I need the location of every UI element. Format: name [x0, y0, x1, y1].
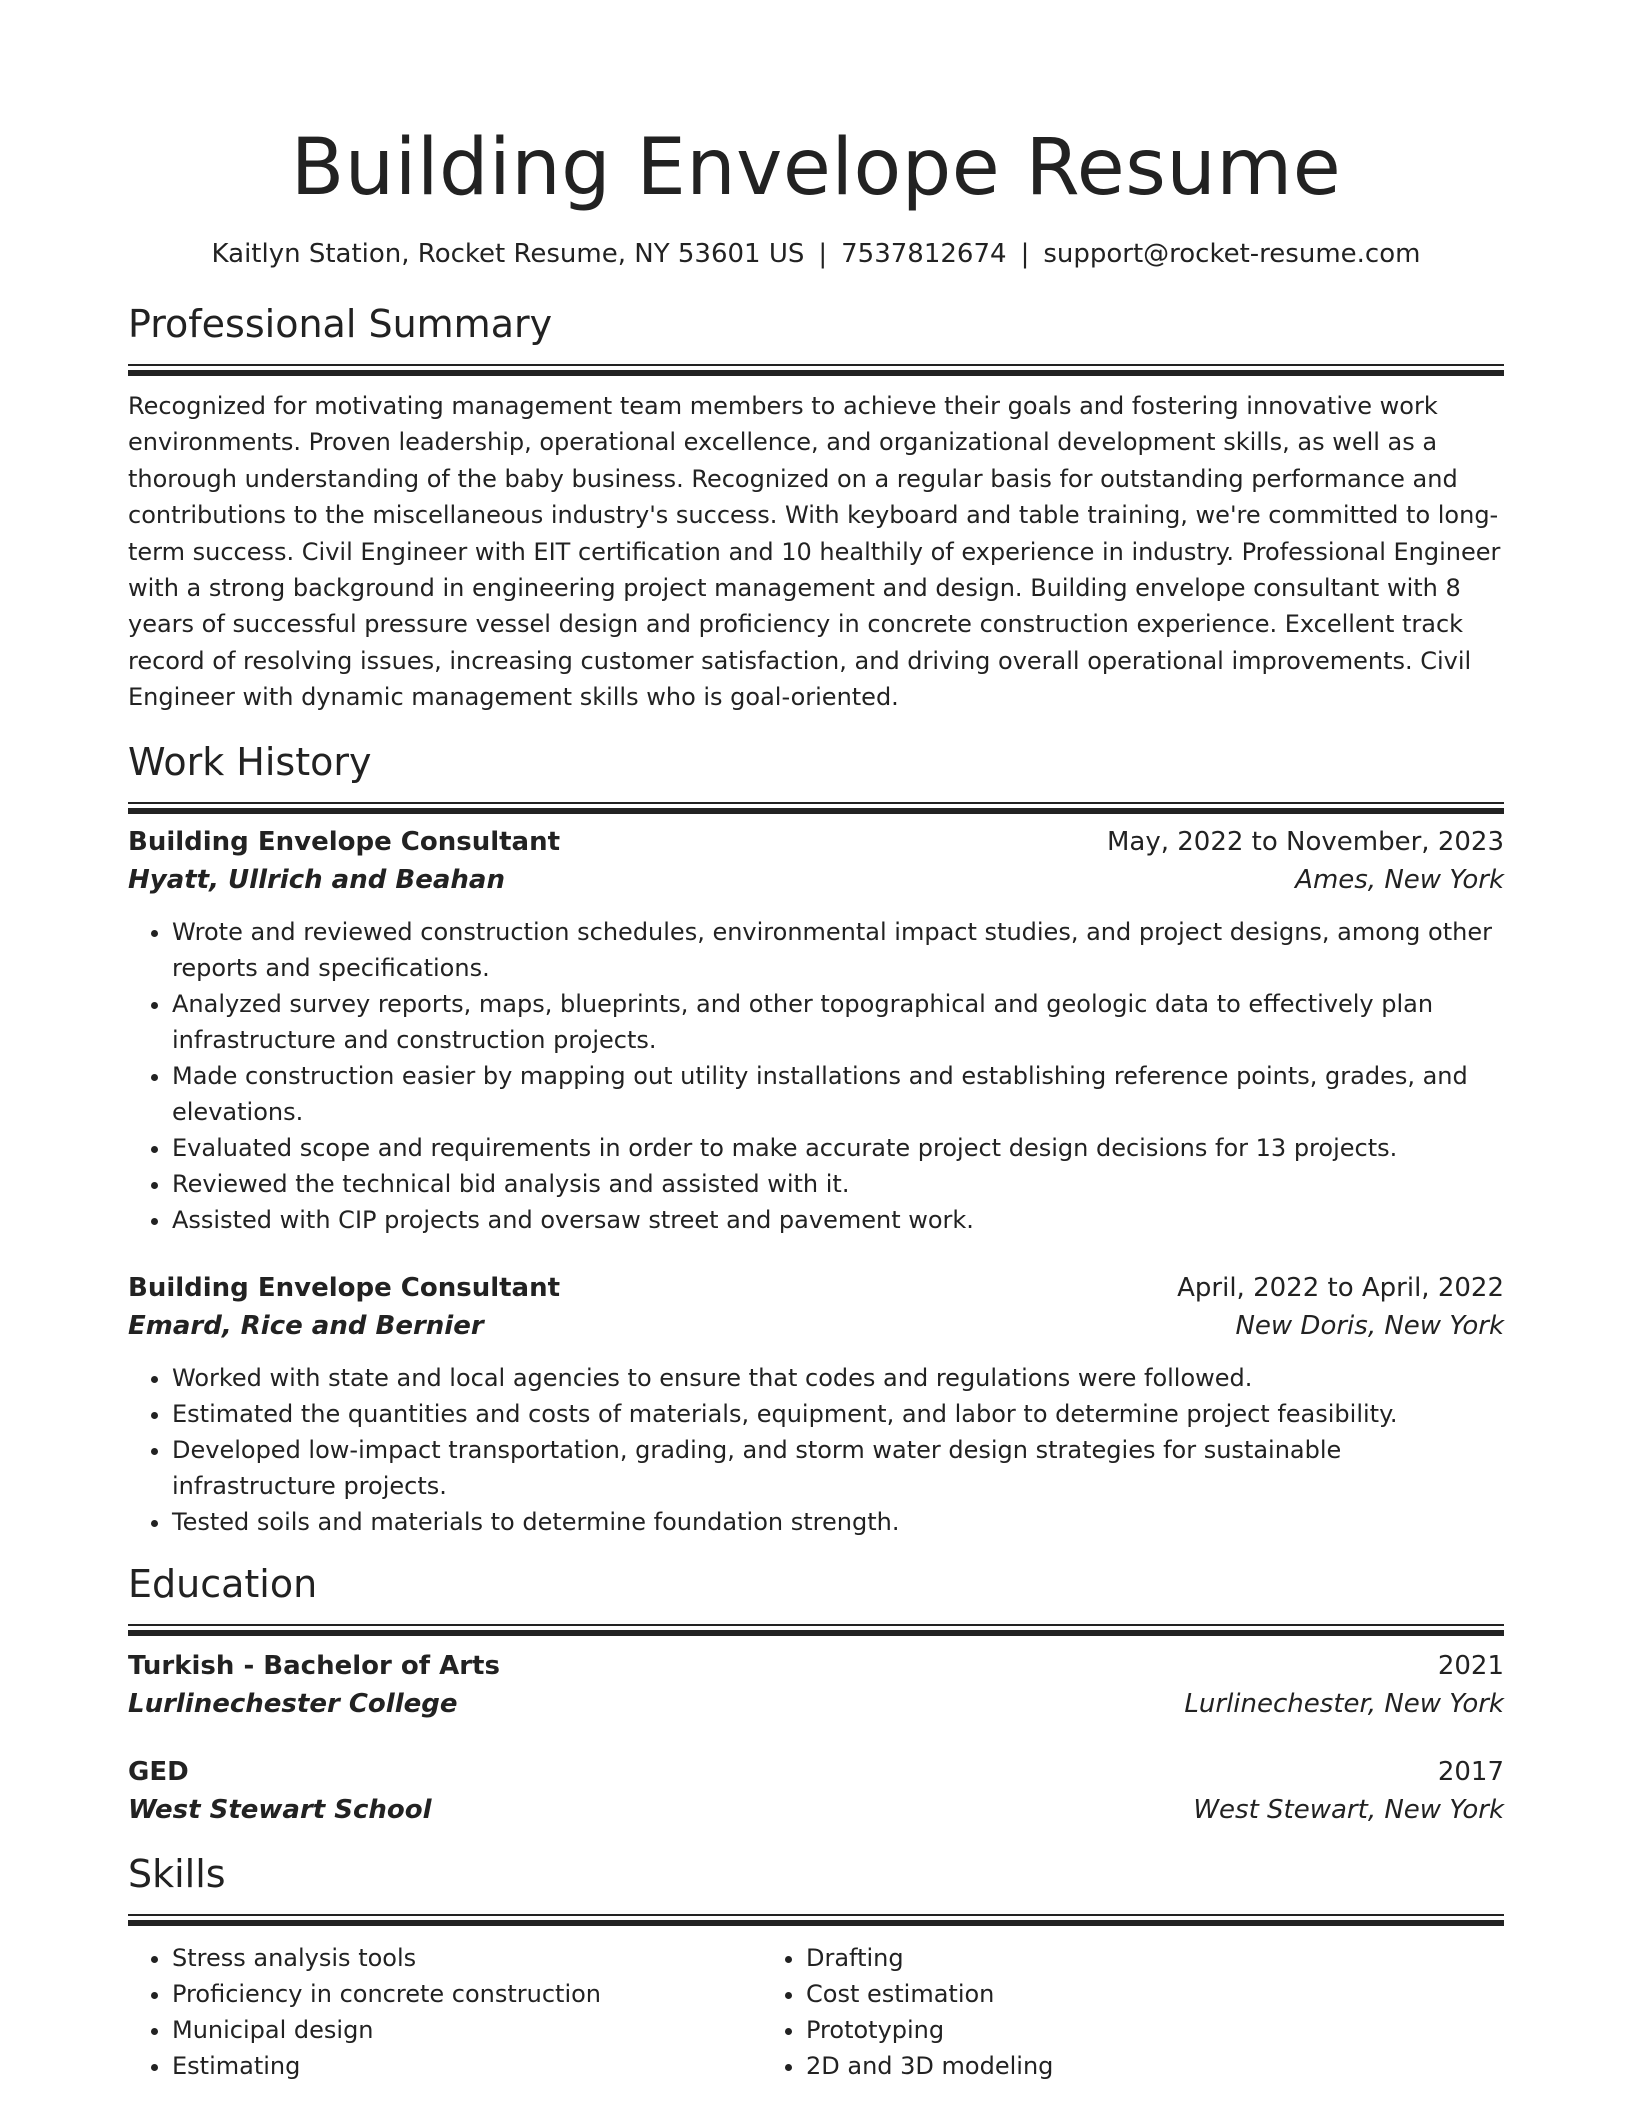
- job-bullet: • Estimated the quantities and costs of materials, equipment, and labor to determine project feasibility.: [172, 1396, 1504, 1432]
- skills-section: [128, 1850, 1504, 2084]
- education-entry: [128, 1648, 1504, 1724]
- job-bullets: [128, 1360, 1504, 1540]
- job-entry: [128, 1270, 1504, 1540]
- job-bullet: • Tested soils and materials to determine foundation strength.: [172, 1504, 1504, 1540]
- job-subheader: [128, 860, 1504, 900]
- education-subheader: [128, 1790, 1504, 1830]
- job-dates: May, 2022 to November, 2023: [1106, 826, 1504, 857]
- contact-phone: 7537812674: [841, 239, 1007, 269]
- job-subheader: [128, 1306, 1504, 1346]
- resume-title: Building Envelope Resume: [290, 123, 1342, 213]
- job-bullet: • Developed low-impact transportation, grading, and storm water design strategies for sustainable infrastructure projects.: [172, 1432, 1504, 1504]
- section-divider: [128, 1624, 1504, 1626]
- job-company: Hyatt, Ullrich and Beahan: [128, 864, 505, 895]
- job-role: Building Envelope Consultant: [128, 826, 561, 857]
- job-location: Ames, New York: [1295, 864, 1504, 895]
- skills-list-left: [128, 1940, 762, 2084]
- job-bullet: • Wrote and reviewed construction schedules, environmental impact studies, and project designs, among other reports and specifications.: [172, 914, 1504, 986]
- job-bullet: • Evaluated scope and requirements in order to make accurate project design decisions for 13 projects.: [172, 1130, 1504, 1166]
- skills-columns: [128, 1940, 1504, 2084]
- job-bullet: • Assisted with CIP projects and oversaw street and pavement work.: [172, 1202, 1504, 1238]
- skill-item: • Prototyping: [806, 2012, 1396, 2048]
- contact-separator: |: [1020, 239, 1030, 269]
- education-location: West Stewart, New York: [1193, 1794, 1504, 1825]
- contact-address: Kaitlyn Station, Rocket Resume, NY 53601 US: [211, 239, 805, 269]
- education-header: [128, 1648, 1504, 1684]
- education-degree: GED: [128, 1756, 189, 1787]
- job-bullet: • Made construction easier by mapping out utility installations and establishing reference points, grades, and elevations.: [172, 1058, 1504, 1130]
- section-divider: [128, 1914, 1504, 1916]
- skill-item: • Proficiency in concrete construction: [172, 1976, 762, 2012]
- contact-line: [128, 238, 1504, 270]
- education-school: West Stewart School: [128, 1794, 432, 1825]
- job-bullet: • Worked with state and local agencies to ensure that codes and regulations were followed.: [172, 1360, 1504, 1396]
- skill-item: • Municipal design: [172, 2012, 762, 2048]
- work-section: [128, 738, 1504, 1540]
- work-heading: Work History: [128, 739, 372, 784]
- skill-item: • 2D and 3D modeling: [806, 2048, 1396, 2084]
- skills-list-right: [762, 1940, 1396, 2084]
- education-degree: Turkish - Bachelor of Arts: [128, 1650, 500, 1681]
- section-divider: [128, 802, 1504, 804]
- job-location: New Doris, New York: [1235, 1310, 1504, 1341]
- education-year: 2021: [1437, 1650, 1504, 1681]
- job-bullet: • Reviewed the technical bid analysis and assisted with it.: [172, 1166, 1504, 1202]
- education-subheader: [128, 1684, 1504, 1724]
- summary-text: Recognized for motivating management team members to achieve their goals and fostering innovative work environments. Proven leadership, operational excellence, and organizational development skills, as well as a thorough understanding of the baby business. Recognized on a regular basis for outstanding performance and contributions to the miscellaneous industry's success. With keyboard and table training, we're committed to long-term success. Civil Engineer with EIT certification and 10 healthily of experience in industry. Professional Engineer with a strong background in engineering project management and design. Building envelope consultant with 8 years of successful pressure vessel design and proficiency in concrete construction experience. Excellent track record of resolving issues, increasing customer satisfaction, and driving overall operational improvements. Civil Engineer with dynamic management skills who is goal-oriented.: [128, 392, 1501, 712]
- skill-item: • Stress analysis tools: [172, 1940, 762, 1976]
- education-section: [128, 1560, 1504, 1830]
- education-school: Lurlinechester College: [128, 1688, 458, 1719]
- skill-item: • Cost estimation: [806, 1976, 1396, 2012]
- job-bullet: • Analyzed survey reports, maps, blueprints, and other topographical and geologic data to effectively plan infrastructure and construction projects.: [172, 986, 1504, 1058]
- job-company: Emard, Rice and Bernier: [128, 1310, 484, 1341]
- education-entry: [128, 1754, 1504, 1830]
- summary-heading: Professional Summary: [128, 302, 553, 346]
- job-header: [128, 824, 1504, 860]
- education-heading: Education: [128, 1561, 318, 1606]
- skill-item: • Drafting: [806, 1940, 1396, 1976]
- education-location: Lurlinechester, New York: [1184, 1688, 1504, 1719]
- section-divider: [128, 364, 1504, 366]
- contact-email: support@rocket-resume.com: [1043, 239, 1421, 269]
- job-bullets: [128, 914, 1504, 1238]
- skills-heading: Skills: [128, 1851, 226, 1896]
- education-header: [128, 1754, 1504, 1790]
- summary-section: [128, 300, 1504, 716]
- skill-item: • Estimating: [172, 2048, 762, 2084]
- job-entry: [128, 824, 1504, 1238]
- job-dates: April, 2022 to April, 2022: [1177, 1272, 1504, 1303]
- education-year: 2017: [1437, 1756, 1504, 1787]
- job-role: Building Envelope Consultant: [128, 1272, 561, 1303]
- job-header: [128, 1270, 1504, 1306]
- contact-separator: |: [818, 239, 828, 269]
